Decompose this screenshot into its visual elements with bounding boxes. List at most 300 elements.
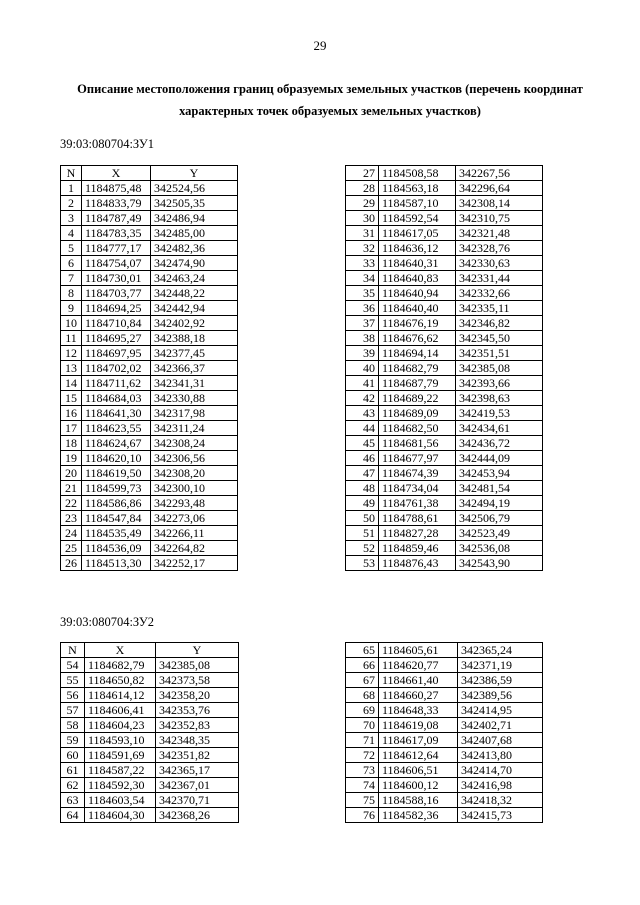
point-number-cell: 56 [61, 688, 85, 703]
coords-table-zu1-left [60, 165, 238, 571]
table-row [346, 376, 543, 391]
x-coordinate-cell: 1184586,86 [82, 496, 151, 511]
y-coordinate-cell: 342293,48 [151, 496, 238, 511]
x-coordinate-cell: 1184754,07 [82, 256, 151, 271]
y-coordinate-cell: 342523,49 [456, 526, 543, 541]
x-coordinate-cell: 1184677,97 [379, 451, 456, 466]
table-row [61, 481, 238, 496]
y-coordinate-cell: 342434,61 [456, 421, 543, 436]
point-number-cell: 50 [346, 511, 379, 526]
point-number-cell: 61 [61, 763, 85, 778]
table-row [61, 793, 239, 808]
x-coordinate-cell: 1184592,54 [379, 211, 456, 226]
y-coordinate-cell: 342494,19 [456, 496, 543, 511]
x-coordinate-cell: 1184587,22 [85, 763, 156, 778]
y-coordinate-cell: 342368,26 [156, 808, 239, 823]
table-row [346, 241, 543, 256]
coords-table-zu2-right [345, 642, 543, 823]
point-number-cell: 36 [346, 301, 379, 316]
point-number-cell: 39 [346, 346, 379, 361]
x-coordinate-cell: 1184640,40 [379, 301, 456, 316]
table-row [346, 496, 543, 511]
x-coordinate-cell: 1184614,12 [85, 688, 156, 703]
x-coordinate-cell: 1184588,16 [379, 793, 458, 808]
table-row [61, 316, 238, 331]
table-row [61, 808, 239, 823]
point-number-cell: 27 [346, 166, 379, 181]
point-number-cell: 13 [61, 361, 82, 376]
point-number-cell: 11 [61, 331, 82, 346]
point-number-cell: 58 [61, 718, 85, 733]
table-row [346, 451, 543, 466]
y-coordinate-cell: 342366,37 [151, 361, 238, 376]
table-row [346, 301, 543, 316]
table-row [346, 196, 543, 211]
y-coordinate-cell: 342348,35 [156, 733, 239, 748]
table-row [61, 688, 239, 703]
y-coordinate-cell: 342331,44 [456, 271, 543, 286]
table-row [346, 703, 543, 718]
table-row [346, 406, 543, 421]
table-row [61, 703, 239, 718]
x-coordinate-cell: 1184624,67 [82, 436, 151, 451]
table-row [61, 391, 238, 406]
table-row [61, 421, 238, 436]
table-row [346, 226, 543, 241]
table-row [61, 241, 238, 256]
point-number-cell: 20 [61, 466, 82, 481]
y-coordinate-cell: 342332,66 [456, 286, 543, 301]
x-coordinate-cell: 1184640,31 [379, 256, 456, 271]
y-coordinate-cell: 342413,80 [458, 748, 543, 763]
y-coordinate-cell: 342351,82 [156, 748, 239, 763]
x-coordinate-cell: 1184689,22 [379, 391, 456, 406]
x-coordinate-cell: 1184876,43 [379, 556, 456, 571]
point-number-cell: 9 [61, 301, 82, 316]
table-row [61, 733, 239, 748]
table-row [346, 673, 543, 688]
y-coordinate-cell: 342414,95 [458, 703, 543, 718]
parcel-id-zu2: 39:03:080704:ЗУ2 [60, 615, 154, 629]
table-header-row [61, 166, 238, 181]
table-row [346, 718, 543, 733]
y-coordinate-cell: 342414,70 [458, 763, 543, 778]
x-coordinate-cell: 1184682,50 [379, 421, 456, 436]
x-coordinate-cell: 1184640,94 [379, 286, 456, 301]
x-coordinate-cell: 1184697,95 [82, 346, 151, 361]
point-number-cell: 34 [346, 271, 379, 286]
x-coordinate-cell: 1184535,49 [82, 526, 151, 541]
table-row [61, 301, 238, 316]
point-number-cell: 15 [61, 391, 82, 406]
point-number-cell: 24 [61, 526, 82, 541]
point-number-cell: 37 [346, 316, 379, 331]
x-coordinate-cell: 1184605,61 [379, 643, 458, 658]
x-coordinate-cell: 1184612,64 [379, 748, 458, 763]
point-number-cell: 29 [346, 196, 379, 211]
x-coordinate-cell: 1184682,79 [379, 361, 456, 376]
point-number-cell: 59 [61, 733, 85, 748]
point-number-cell: 7 [61, 271, 82, 286]
point-number-cell: 22 [61, 496, 82, 511]
y-coordinate-cell: 342353,76 [156, 703, 239, 718]
x-coordinate-cell: 1184619,08 [379, 718, 458, 733]
x-coordinate-cell: 1184787,49 [82, 211, 151, 226]
point-number-cell: 5 [61, 241, 82, 256]
y-coordinate-cell: 342296,64 [456, 181, 543, 196]
point-number-cell: 21 [61, 481, 82, 496]
table-row [346, 181, 543, 196]
x-coordinate-cell: 1184681,56 [379, 436, 456, 451]
point-number-cell: 14 [61, 376, 82, 391]
x-coordinate-cell: 1184875,48 [82, 181, 151, 196]
x-coordinate-cell: 1184788,61 [379, 511, 456, 526]
y-coordinate-cell: 342398,63 [456, 391, 543, 406]
point-number-cell: 75 [346, 793, 379, 808]
x-coordinate-cell: 1184599,73 [82, 481, 151, 496]
y-coordinate-cell: 342485,00 [151, 226, 238, 241]
table-row [61, 496, 238, 511]
point-number-cell: 55 [61, 673, 85, 688]
y-coordinate-cell: 342402,92 [151, 316, 238, 331]
point-number-cell: 30 [346, 211, 379, 226]
table-row [346, 256, 543, 271]
point-number-cell: 28 [346, 181, 379, 196]
table-row [61, 511, 238, 526]
table-row [61, 466, 238, 481]
x-coordinate-cell: 1184859,46 [379, 541, 456, 556]
x-coordinate-cell: 1184513,30 [82, 556, 151, 571]
point-number-cell: 16 [61, 406, 82, 421]
x-coordinate-cell: 1184783,35 [82, 226, 151, 241]
table-row [346, 286, 543, 301]
table-row [346, 271, 543, 286]
table-row [346, 391, 543, 406]
point-number-cell: 67 [346, 673, 379, 688]
y-coordinate-cell: 342341,31 [151, 376, 238, 391]
x-coordinate-cell: 1184687,79 [379, 376, 456, 391]
column-header-x: X [82, 166, 151, 181]
y-coordinate-cell: 342385,08 [156, 658, 239, 673]
point-number-cell: 62 [61, 778, 85, 793]
y-coordinate-cell: 342385,08 [456, 361, 543, 376]
table-row [61, 286, 238, 301]
x-coordinate-cell: 1184508,58 [379, 166, 456, 181]
table-row [61, 763, 239, 778]
point-number-cell: 54 [61, 658, 85, 673]
table-row [346, 511, 543, 526]
x-coordinate-cell: 1184674,39 [379, 466, 456, 481]
column-header-y: Y [156, 643, 239, 658]
point-number-cell: 35 [346, 286, 379, 301]
x-coordinate-cell: 1184682,79 [85, 658, 156, 673]
y-coordinate-cell: 342453,94 [456, 466, 543, 481]
table-row [61, 271, 238, 286]
column-header-n: N [61, 643, 85, 658]
point-number-cell: 18 [61, 436, 82, 451]
y-coordinate-cell: 342308,24 [151, 436, 238, 451]
point-number-cell: 71 [346, 733, 379, 748]
table-row [346, 316, 543, 331]
point-number-cell: 38 [346, 331, 379, 346]
document-title: Описание местоположения границ образуемых земельных участков (перечень координат характерных точек образуемых земельных участков) [77, 82, 583, 118]
y-coordinate-cell: 342506,79 [456, 511, 543, 526]
x-coordinate-cell: 1184587,10 [379, 196, 456, 211]
table-row [61, 181, 238, 196]
x-coordinate-cell: 1184833,79 [82, 196, 151, 211]
point-number-cell: 12 [61, 346, 82, 361]
x-coordinate-cell: 1184563,18 [379, 181, 456, 196]
y-coordinate-cell: 342252,17 [151, 556, 238, 571]
table-row [346, 688, 543, 703]
x-coordinate-cell: 1184711,62 [82, 376, 151, 391]
x-coordinate-cell: 1184617,09 [379, 733, 458, 748]
y-coordinate-cell: 342330,88 [151, 391, 238, 406]
x-coordinate-cell: 1184661,40 [379, 673, 458, 688]
point-number-cell: 17 [61, 421, 82, 436]
y-coordinate-cell: 342393,66 [456, 376, 543, 391]
y-coordinate-cell: 342267,56 [456, 166, 543, 181]
point-number-cell: 2 [61, 196, 82, 211]
point-number-cell: 26 [61, 556, 82, 571]
y-coordinate-cell: 342505,35 [151, 196, 238, 211]
table-row [346, 166, 543, 181]
point-number-cell: 51 [346, 526, 379, 541]
point-number-cell: 66 [346, 658, 379, 673]
point-number-cell: 40 [346, 361, 379, 376]
y-coordinate-cell: 342463,24 [151, 271, 238, 286]
table-row [61, 541, 238, 556]
column-header-y: Y [151, 166, 238, 181]
table-row [346, 556, 543, 571]
point-number-cell: 4 [61, 226, 82, 241]
point-number-cell: 74 [346, 778, 379, 793]
x-coordinate-cell: 1184582,36 [379, 808, 458, 823]
point-number-cell: 44 [346, 421, 379, 436]
y-coordinate-cell: 342370,71 [156, 793, 239, 808]
x-coordinate-cell: 1184593,10 [85, 733, 156, 748]
y-coordinate-cell: 342345,50 [456, 331, 543, 346]
table-row [346, 541, 543, 556]
point-number-cell: 33 [346, 256, 379, 271]
point-number-cell: 57 [61, 703, 85, 718]
y-coordinate-cell: 342367,01 [156, 778, 239, 793]
column-header-x: X [85, 643, 156, 658]
x-coordinate-cell: 1184827,28 [379, 526, 456, 541]
point-number-cell: 32 [346, 241, 379, 256]
point-number-cell: 76 [346, 808, 379, 823]
table-row [346, 436, 543, 451]
y-coordinate-cell: 342373,58 [156, 673, 239, 688]
table-row [61, 226, 238, 241]
table-row [346, 331, 543, 346]
point-number-cell: 25 [61, 541, 82, 556]
x-coordinate-cell: 1184710,84 [82, 316, 151, 331]
y-coordinate-cell: 342419,53 [456, 406, 543, 421]
point-number-cell: 45 [346, 436, 379, 451]
table-row [61, 526, 238, 541]
point-number-cell: 47 [346, 466, 379, 481]
x-coordinate-cell: 1184761,38 [379, 496, 456, 511]
point-number-cell: 60 [61, 748, 85, 763]
y-coordinate-cell: 342543,90 [456, 556, 543, 571]
point-number-cell: 31 [346, 226, 379, 241]
y-coordinate-cell: 342365,17 [156, 763, 239, 778]
table-row [346, 658, 543, 673]
table-row [61, 673, 239, 688]
point-number-cell: 65 [346, 643, 379, 658]
x-coordinate-cell: 1184694,14 [379, 346, 456, 361]
y-coordinate-cell: 342346,82 [456, 316, 543, 331]
y-coordinate-cell: 342536,08 [456, 541, 543, 556]
point-number-cell: 6 [61, 256, 82, 271]
y-coordinate-cell: 342310,75 [456, 211, 543, 226]
y-coordinate-cell: 342358,20 [156, 688, 239, 703]
y-coordinate-cell: 342482,36 [151, 241, 238, 256]
x-coordinate-cell: 1184619,50 [82, 466, 151, 481]
point-number-cell: 68 [346, 688, 379, 703]
x-coordinate-cell: 1184676,62 [379, 331, 456, 346]
x-coordinate-cell: 1184591,69 [85, 748, 156, 763]
y-coordinate-cell: 342330,63 [456, 256, 543, 271]
parcel-id-zu1: 39:03:080704:ЗУ1 [60, 137, 154, 151]
column-header-n: N [61, 166, 82, 181]
x-coordinate-cell: 1184623,55 [82, 421, 151, 436]
y-coordinate-cell: 342321,48 [456, 226, 543, 241]
table-row [346, 421, 543, 436]
point-number-cell: 46 [346, 451, 379, 466]
x-coordinate-cell: 1184684,03 [82, 391, 151, 406]
point-number-cell: 69 [346, 703, 379, 718]
y-coordinate-cell: 342415,73 [458, 808, 543, 823]
y-coordinate-cell: 342416,98 [458, 778, 543, 793]
table-row [346, 211, 543, 226]
y-coordinate-cell: 342486,94 [151, 211, 238, 226]
y-coordinate-cell: 342328,76 [456, 241, 543, 256]
x-coordinate-cell: 1184648,33 [379, 703, 458, 718]
y-coordinate-cell: 342436,72 [456, 436, 543, 451]
x-coordinate-cell: 1184606,41 [85, 703, 156, 718]
point-number-cell: 43 [346, 406, 379, 421]
x-coordinate-cell: 1184617,05 [379, 226, 456, 241]
table-row [346, 733, 543, 748]
y-coordinate-cell: 342524,56 [151, 181, 238, 196]
coords-table-zu1-right [345, 165, 543, 571]
y-coordinate-cell: 342335,11 [456, 301, 543, 316]
table-row [61, 196, 238, 211]
y-coordinate-cell: 342371,19 [458, 658, 543, 673]
y-coordinate-cell: 342407,68 [458, 733, 543, 748]
point-number-cell: 72 [346, 748, 379, 763]
point-number-cell: 48 [346, 481, 379, 496]
y-coordinate-cell: 342402,71 [458, 718, 543, 733]
table-row [61, 748, 239, 763]
y-coordinate-cell: 342388,18 [151, 331, 238, 346]
y-coordinate-cell: 342365,24 [458, 643, 543, 658]
table-row [61, 376, 238, 391]
x-coordinate-cell: 1184536,09 [82, 541, 151, 556]
table-header-row [61, 643, 239, 658]
point-number-cell: 8 [61, 286, 82, 301]
table-row [346, 808, 543, 823]
y-coordinate-cell: 342308,20 [151, 466, 238, 481]
x-coordinate-cell: 1184641,30 [82, 406, 151, 421]
x-coordinate-cell: 1184604,23 [85, 718, 156, 733]
table-row [346, 748, 543, 763]
table-row [346, 778, 543, 793]
point-number-cell: 64 [61, 808, 85, 823]
x-coordinate-cell: 1184777,17 [82, 241, 151, 256]
y-coordinate-cell: 342442,94 [151, 301, 238, 316]
table-row [346, 466, 543, 481]
table-row [61, 361, 238, 376]
x-coordinate-cell: 1184730,01 [82, 271, 151, 286]
point-number-cell: 19 [61, 451, 82, 466]
y-coordinate-cell: 342418,32 [458, 793, 543, 808]
point-number-cell: 23 [61, 511, 82, 526]
x-coordinate-cell: 1184689,09 [379, 406, 456, 421]
y-coordinate-cell: 342386,59 [458, 673, 543, 688]
y-coordinate-cell: 342389,56 [458, 688, 543, 703]
x-coordinate-cell: 1184636,12 [379, 241, 456, 256]
x-coordinate-cell: 1184703,77 [82, 286, 151, 301]
point-number-cell: 49 [346, 496, 379, 511]
table-row [346, 793, 543, 808]
x-coordinate-cell: 1184606,51 [379, 763, 458, 778]
table-row [61, 331, 238, 346]
table-row [61, 451, 238, 466]
point-number-cell: 63 [61, 793, 85, 808]
table-row [61, 436, 238, 451]
y-coordinate-cell: 342266,11 [151, 526, 238, 541]
point-number-cell: 41 [346, 376, 379, 391]
table-row [61, 406, 238, 421]
table-row [61, 346, 238, 361]
x-coordinate-cell: 1184547,84 [82, 511, 151, 526]
x-coordinate-cell: 1184620,77 [379, 658, 458, 673]
point-number-cell: 70 [346, 718, 379, 733]
x-coordinate-cell: 1184600,12 [379, 778, 458, 793]
x-coordinate-cell: 1184694,25 [82, 301, 151, 316]
x-coordinate-cell: 1184592,30 [85, 778, 156, 793]
point-number-cell: 42 [346, 391, 379, 406]
x-coordinate-cell: 1184734,04 [379, 481, 456, 496]
table-row [61, 211, 238, 226]
x-coordinate-cell: 1184660,27 [379, 688, 458, 703]
x-coordinate-cell: 1184695,27 [82, 331, 151, 346]
y-coordinate-cell: 342317,98 [151, 406, 238, 421]
x-coordinate-cell: 1184640,83 [379, 271, 456, 286]
table-row [346, 526, 543, 541]
y-coordinate-cell: 342306,56 [151, 451, 238, 466]
point-number-cell: 73 [346, 763, 379, 778]
x-coordinate-cell: 1184603,54 [85, 793, 156, 808]
point-number-cell: 53 [346, 556, 379, 571]
x-coordinate-cell: 1184620,10 [82, 451, 151, 466]
point-number-cell: 3 [61, 211, 82, 226]
y-coordinate-cell: 342308,14 [456, 196, 543, 211]
x-coordinate-cell: 1184604,30 [85, 808, 156, 823]
y-coordinate-cell: 342311,24 [151, 421, 238, 436]
x-coordinate-cell: 1184650,82 [85, 673, 156, 688]
table-row [61, 718, 239, 733]
y-coordinate-cell: 342474,90 [151, 256, 238, 271]
y-coordinate-cell: 342264,82 [151, 541, 238, 556]
table-row [61, 658, 239, 673]
table-row [346, 361, 543, 376]
y-coordinate-cell: 342481,54 [456, 481, 543, 496]
table-row [61, 778, 239, 793]
